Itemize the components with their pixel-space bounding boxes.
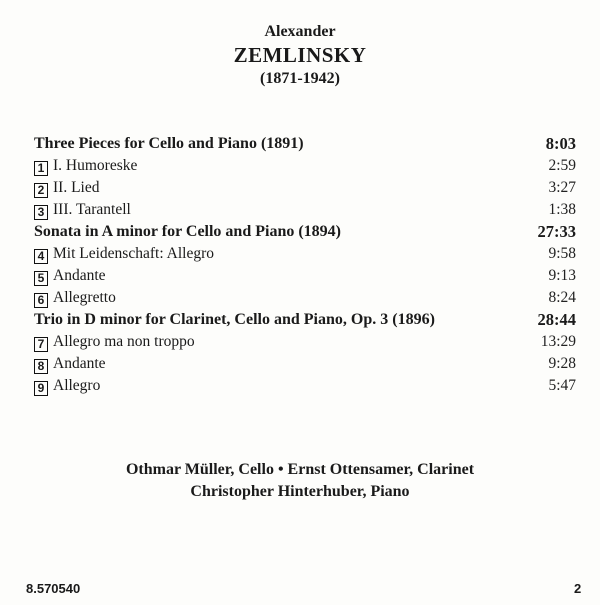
title-text: Andante: [53, 355, 106, 372]
track-row: [34, 287, 576, 309]
track-title: [34, 375, 100, 397]
track-title: [34, 199, 131, 221]
work-title: [34, 221, 341, 243]
track-duration: 3:27: [548, 179, 576, 196]
title-text: Allegro: [53, 377, 101, 394]
track-title: [34, 331, 195, 353]
track-row: [34, 331, 576, 353]
title-text: Andante: [53, 267, 106, 284]
title-text: Trio in D minor for Clarinet, Cello and Piano, Op. 3 (1896): [34, 311, 435, 328]
composer-first-name: Alexander: [264, 23, 336, 40]
title-text: Allegro ma non troppo: [53, 333, 195, 350]
track-title: [34, 353, 106, 375]
track-row: [34, 265, 576, 287]
work-heading: [34, 309, 576, 331]
title-text: Sonata in A minor for Cello and Piano (1894): [34, 223, 341, 240]
track-title: [34, 177, 99, 199]
title-text: III. Tarantell: [53, 201, 131, 218]
work-title: [34, 133, 304, 155]
composer-header: [0, 22, 600, 90]
track-title: [34, 243, 214, 265]
track-duration: 9:58: [548, 245, 576, 262]
track-list: [34, 133, 576, 397]
track-number-box: 6: [34, 293, 48, 308]
track-title: [34, 287, 116, 309]
track-duration: 8:24: [548, 289, 576, 306]
performers-line-2: Christopher Hinterhuber, Piano: [190, 483, 410, 500]
track-duration: 2:59: [548, 157, 576, 174]
track-row: [34, 353, 576, 375]
work-heading: [34, 221, 576, 243]
track-number-box: 4: [34, 249, 48, 264]
track-duration: 9:13: [548, 267, 576, 284]
track-title: [34, 155, 137, 177]
page-number: 2: [574, 581, 582, 596]
track-row: [34, 155, 576, 177]
track-duration: 5:47: [548, 377, 576, 394]
track-title: [34, 265, 106, 287]
title-text: Three Pieces for Cello and Piano (1891): [34, 135, 304, 152]
composer-dates: (1871-1942): [260, 70, 340, 87]
work-duration: 28:44: [537, 310, 576, 329]
track-number-box: 9: [34, 381, 48, 396]
track-row: [34, 199, 576, 221]
composer-last-name: ZEMLINSKY: [233, 43, 367, 67]
track-row: [34, 177, 576, 199]
track-number-box: 2: [34, 183, 48, 198]
work-title: [34, 309, 435, 331]
track-row: [34, 243, 576, 265]
title-text: II. Lied: [53, 179, 100, 196]
track-number-box: 7: [34, 337, 48, 352]
title-text: Mit Leidenschaft: Allegro: [53, 245, 214, 262]
track-number-box: 3: [34, 205, 48, 220]
title-text: Allegretto: [53, 289, 116, 306]
track-number-box: 1: [34, 161, 48, 176]
track-duration: 9:28: [548, 355, 576, 372]
performers: [0, 459, 600, 503]
track-duration: 1:38: [548, 201, 576, 218]
work-duration: 27:33: [537, 222, 576, 241]
title-text: I. Humoreske: [53, 157, 138, 174]
performers-line-1: Othmar Müller, Cello • Ernst Ottensamer, Clarinet: [125, 461, 475, 478]
work-heading: [34, 133, 576, 155]
catalog-number: 8.570540: [26, 581, 81, 596]
work-duration: 8:03: [545, 134, 576, 153]
track-duration: 13:29: [540, 333, 576, 350]
track-number-box: 8: [34, 359, 48, 374]
track-row: [34, 375, 576, 397]
track-number-box: 5: [34, 271, 48, 286]
